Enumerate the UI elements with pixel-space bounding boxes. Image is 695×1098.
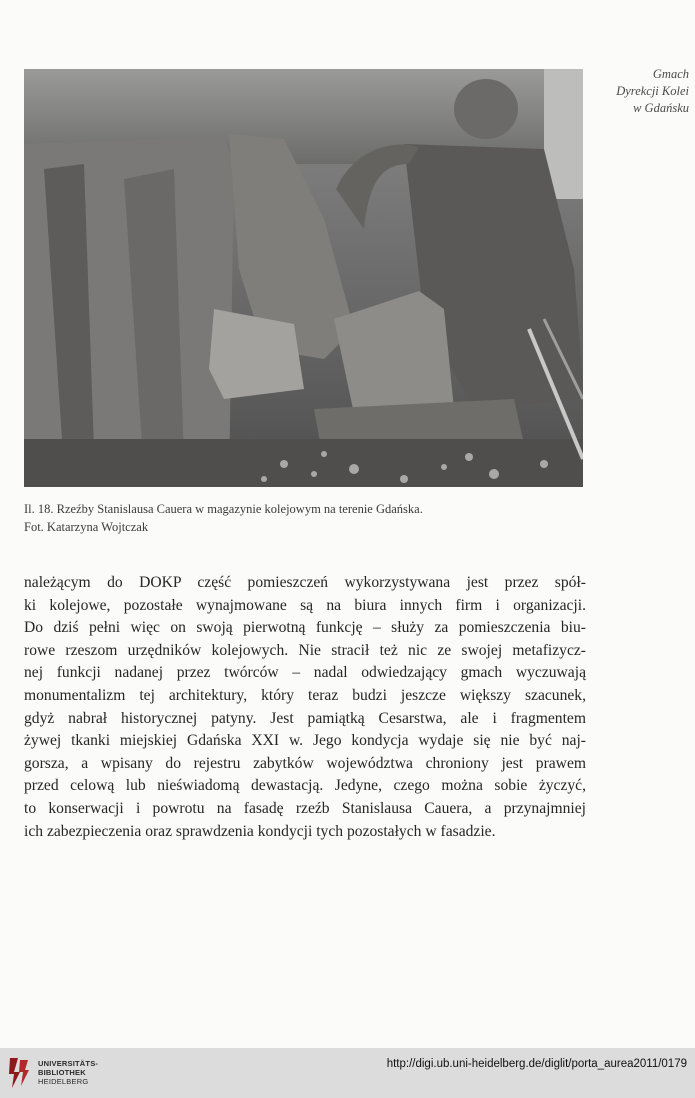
margin-note-line: w Gdańsku — [633, 101, 689, 115]
paragraph-line: żywej tkanki miejskiej Gdańska XXI w. Jego kondycja wydaje się nie być naj- — [24, 732, 586, 750]
body-paragraph — [24, 572, 586, 843]
source-url-link[interactable]: http://digi.ub.uni-heidelberg.de/diglit/porta_aurea2011/0179 — [386, 1058, 687, 1070]
paragraph-line: ich zabezpieczenia oraz sprawdzenia kondycji tych pozostałych w fasadzie. — [24, 822, 496, 840]
paragraph-line: rowe rzeszom urzędników kolejowych. Nie stracił też nic ze swojej metafizycz- — [24, 641, 586, 659]
caption-title: Il. 18. Rzeźby Stanislausa Cauera w magazynie kolejowym na terenie Gdańska. — [24, 502, 423, 516]
paragraph-line: przed celową lub nieświadomą dewastacją. Jedyne, czego można sobie życzyć, — [24, 777, 586, 795]
margin-note-line: Gmach — [652, 67, 689, 81]
margin-note — [597, 66, 689, 117]
library-logo-text — [38, 1059, 98, 1086]
paragraph-line: to konserwacji i powrotu na fasadę rzeźb Stanislausa Cauera, a przynajmniej — [24, 799, 586, 817]
paragraph-line: ki kolejowe, pozostałe wynajmowane są na biura innych firm i organizacji. — [24, 596, 586, 614]
paragraph-line: należącym do DOKP część pomieszczeń wykorzystywana jest przez spół- — [24, 574, 586, 591]
paragraph-line: nej funkcji nadanej przez twórców – nadal odwiedzający gmach wyczuwają — [24, 664, 586, 682]
logo-line: UNIVERSITÄTS- — [38, 1058, 99, 1068]
logo-line: HEIDELBERG — [38, 1076, 89, 1086]
paragraph-line: Do dziś pełni więc on swoją pierwotną funkcję – służy za pomieszczenia biu- — [24, 619, 586, 637]
margin-note-line: Dyrekcji Kolei — [616, 84, 689, 98]
figure-caption — [24, 500, 584, 536]
paragraph-line: gorsza, a wpisany do rejestru zabytków województwa chroniony jest prawem — [24, 754, 586, 772]
footer-bar — [0, 1048, 695, 1098]
library-logo-icon — [6, 1054, 32, 1090]
paragraph-line: monumentalizm tej architektury, który teraz budzi jeszcze większy szacunek, — [24, 686, 586, 704]
sculptures-photo — [24, 69, 583, 487]
logo-line: BIBLIOTHEK — [38, 1067, 86, 1077]
paragraph-line: gdyż nabrał historycznej patyny. Jest pamiątką Cesarstwa, ale i fragmentem — [24, 709, 586, 727]
caption-credit: Fot. Katarzyna Wojtczak — [24, 520, 149, 534]
library-logo[interactable] — [6, 1054, 98, 1090]
photo-illustration — [24, 69, 583, 487]
